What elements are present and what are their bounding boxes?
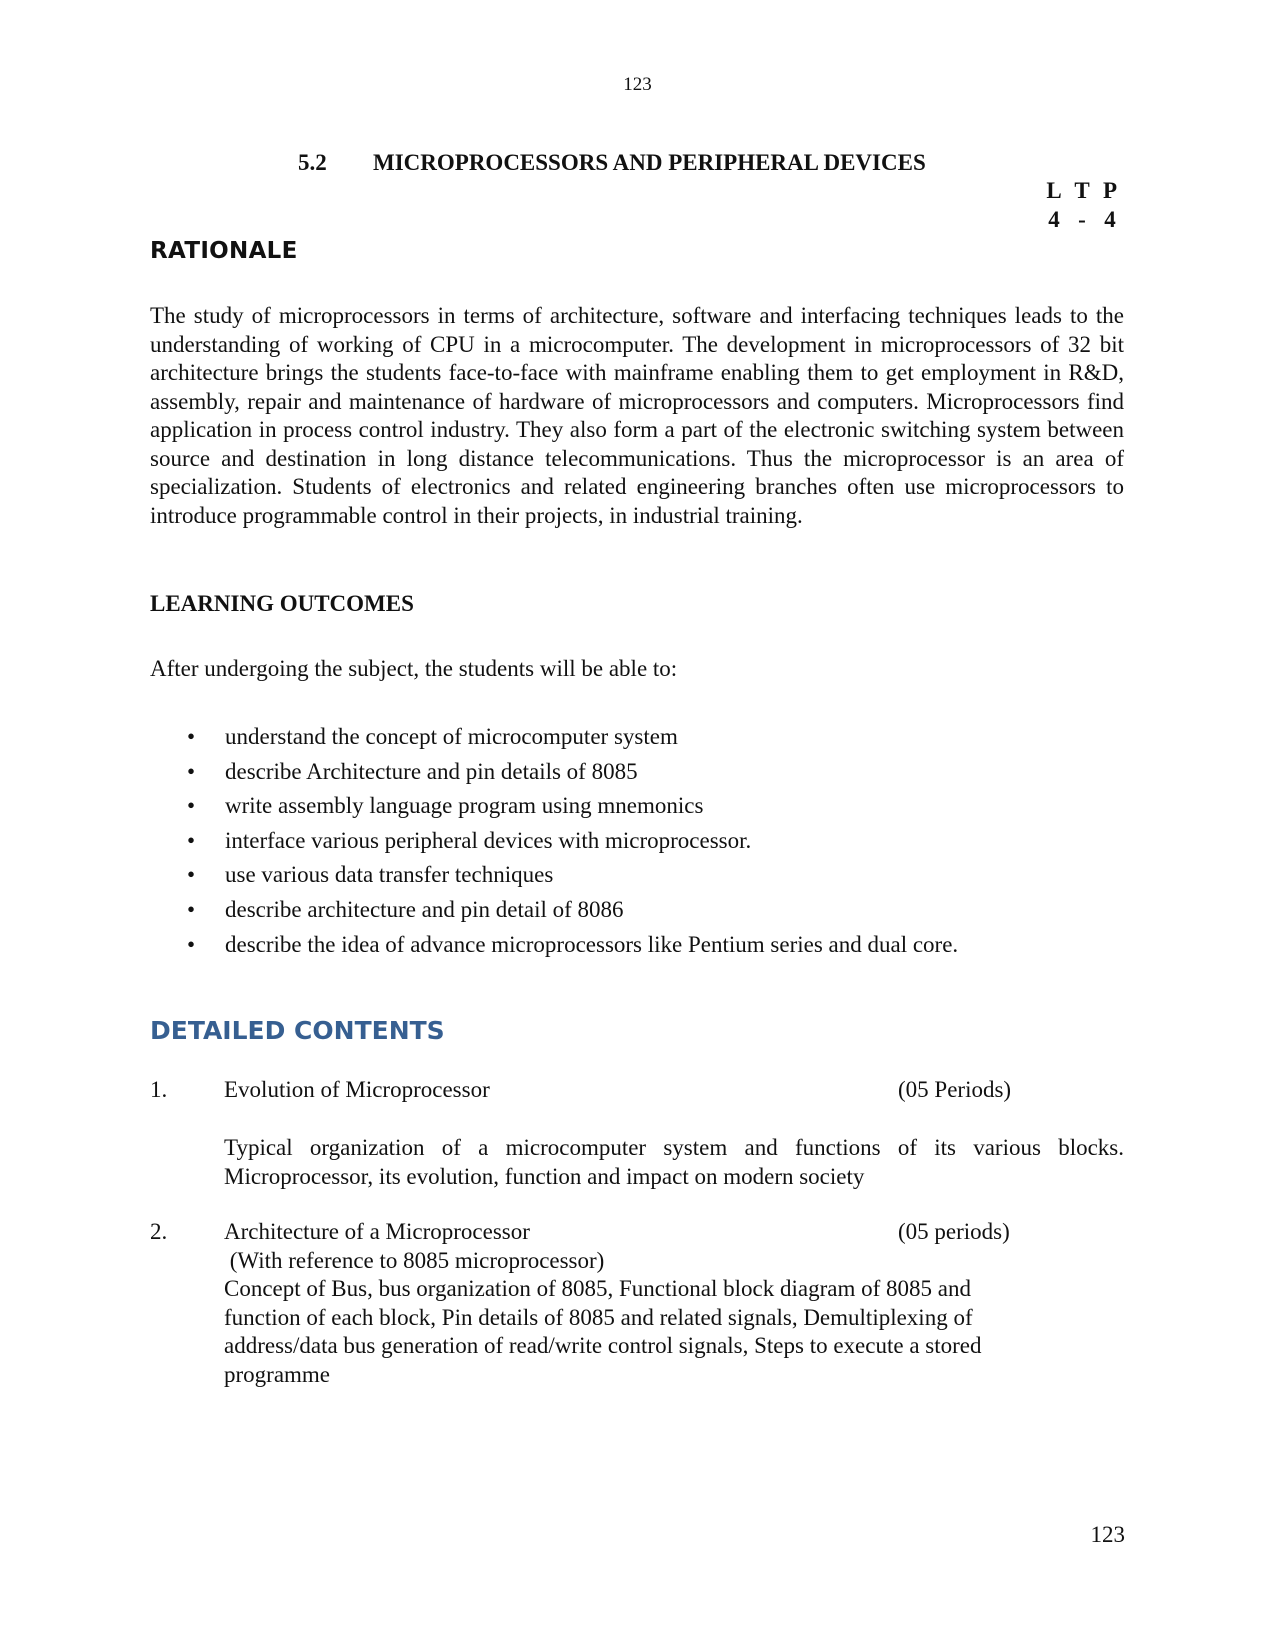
list-item-text: describe architecture and pin detail of 8086 (225, 896, 624, 922)
unit-1-title: Evolution of Microprocessor (224, 1077, 490, 1102)
list-item-text: use various data transfer techniques (225, 862, 554, 888)
unit-1-description: Typical organization of a microcomputer system and functions of its various blocks. Microprocessor, its evolution, function and impact on modern society (224, 1135, 1124, 1189)
unit-2-periods: (05 periods) (898, 1219, 1010, 1244)
bullet-icon: • (187, 931, 196, 957)
unit-2-description-line: address/data bus generation of read/write control signals, Steps to execute a stored (224, 1333, 982, 1358)
unit-2-subtitle: (With reference to 8085 microprocessor) (224, 1248, 605, 1273)
learning-outcomes-heading: LEARNING OUTCOMES (150, 591, 414, 616)
list-item (185, 826, 958, 861)
list-item (185, 895, 958, 930)
rationale-heading: RATIONALE (150, 238, 298, 264)
list-item (185, 860, 958, 895)
unit-1-periods: (05 Periods) (898, 1077, 1012, 1102)
course-code: 5.2 (298, 150, 327, 175)
rationale-paragraph: The study of microprocessors in terms of architecture, software and interfacing techniques leads to the understanding of working of CPU in a microcomputer. The development in microprocessors of 32 bit architecture brings the students face-to-face with mainframe enabling them to get employment in R&D, assembly, repair and maintenance of hardware of microprocessors and computers. Microprocessors find application in process control industry. They also form a part of the electronic switching system between source and destination in long distance telecommunications. Thus the microprocessor is an area of specialization. Students of electronics and related engineering branches often use microprocessors to introduce programmable control in their projects, in industrial training. (150, 303, 1124, 528)
ltp-header-t: T (1074, 178, 1090, 203)
detailed-contents-heading: DETAILED CONTENTS (150, 1016, 445, 1045)
list-item-text: understand the concept of microcomputer system (225, 724, 678, 749)
ltp-values (1040, 207, 1124, 233)
unit-2-description-line: programme (224, 1361, 331, 1387)
list-item (185, 791, 958, 826)
bullet-icon: • (187, 862, 196, 888)
list-item (185, 757, 958, 792)
unit-2-description-line: Concept of Bus, bus organization of 8085, Functional block diagram of 8085 and (224, 1276, 971, 1301)
page-number-top: 123 (623, 74, 652, 95)
page-number-bottom: 123 (1090, 1522, 1125, 1547)
bullet-icon: • (187, 793, 196, 819)
ltp-value-l: 4 (1048, 207, 1060, 232)
list-item (185, 722, 958, 757)
ltp-header-p: P (1102, 178, 1118, 203)
list-item-text: describe the idea of advance microprocessors like Pentium series and dual core. (225, 931, 959, 957)
unit-2-description (224, 1275, 1124, 1389)
ltp-value-p: 4 (1104, 207, 1116, 232)
bullet-icon: • (187, 896, 196, 922)
ltp-headers (1040, 178, 1124, 204)
unit-2-description-line: function of each block, Pin details of 8085 and related signals, Demultiplexing of (224, 1304, 973, 1330)
bullet-icon: • (187, 827, 196, 853)
ltp-header-l: L (1046, 178, 1062, 203)
learning-outcomes-list (185, 722, 958, 964)
list-item (185, 930, 958, 965)
list-item-text: describe Architecture and pin details of 8085 (225, 758, 638, 784)
unit-2-title: Architecture of a Microprocessor (224, 1219, 530, 1244)
bullet-icon: • (187, 758, 196, 784)
list-item-text: write assembly language program using mnemonics (225, 793, 704, 819)
bullet-icon: • (187, 724, 196, 749)
ltp-value-t: - (1078, 207, 1086, 232)
list-item-text: interface various peripheral devices with microprocessor. (225, 827, 752, 853)
unit-2-number: 2. (150, 1219, 168, 1244)
course-title: MICROPROCESSORS AND PERIPHERAL DEVICES (373, 150, 926, 175)
unit-1-number: 1. (150, 1077, 168, 1102)
learning-outcomes-intro: After undergoing the subject, the students will be able to: (150, 656, 678, 681)
